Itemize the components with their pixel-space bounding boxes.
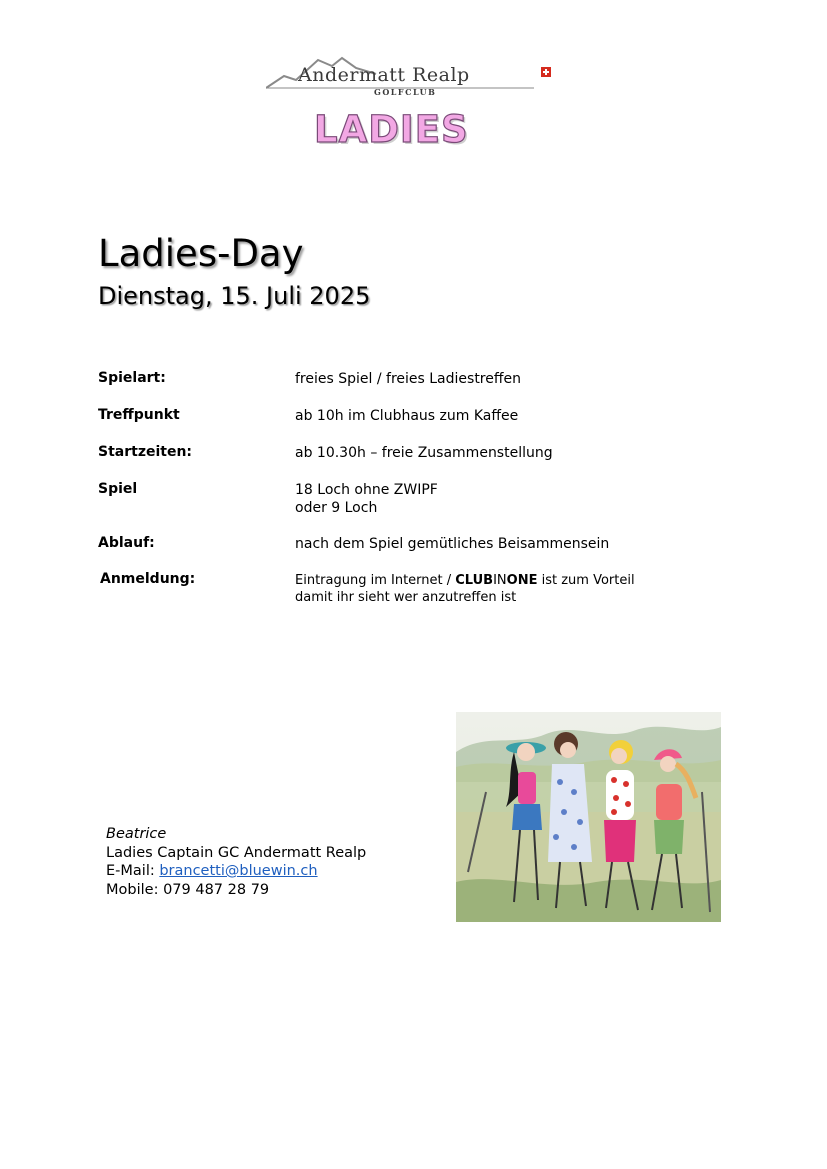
clubinone-club: CLUB (455, 573, 494, 588)
golfer-ladies-illustration (456, 712, 721, 922)
contact-role: Ladies Captain GC Andermatt Realp (106, 844, 367, 861)
email-label: E-Mail: (106, 863, 160, 879)
mobile-number: 079 487 28 79 (163, 881, 270, 898)
club-logo (266, 52, 556, 102)
value-anmeldung-line2: damit ihr sieht wer anzutreffen ist (295, 590, 517, 605)
value-spielart: freies Spiel / freies Ladiestreffen (295, 371, 522, 387)
contact-mobile-row (106, 881, 366, 900)
value-treffpunkt: ab 10h im Clubhaus zum Kaffee (295, 408, 519, 424)
anmeldung-text: Eintragung im Internet / (295, 573, 456, 588)
logo-subtitle: GOLFCLUB (374, 87, 437, 97)
label-treffpunkt: Treffpunkt (98, 407, 180, 423)
ladies-banner: LADIES (314, 108, 469, 151)
contact-block (106, 825, 366, 899)
event-date: Dienstag, 15. Juli 2025 (98, 282, 371, 310)
label-spiel: Spiel (98, 481, 138, 497)
value-startzeiten: ab 10.30h – freie Zusammenstellung (295, 445, 553, 461)
email-link[interactable]: brancetti@bluewin.ch (159, 863, 318, 879)
label-startzeiten: Startzeiten: (98, 444, 193, 460)
label-anmeldung: Anmeldung: (100, 571, 196, 587)
contact-name: Beatrice (106, 826, 167, 842)
contact-email-row (106, 862, 366, 881)
event-title: Ladies-Day (98, 232, 304, 275)
label-ablauf: Ablauf: (98, 535, 155, 551)
value-anmeldung-line1 (295, 572, 635, 589)
anmeldung-text-end: ist zum Vorteil (537, 573, 635, 588)
mobile-label: Mobile: (106, 881, 164, 898)
value-spiel-line1: 18 Loch ohne ZWIPF (295, 482, 438, 498)
clubinone-one: ONE (506, 573, 538, 588)
swiss-flag-icon (541, 67, 551, 77)
logo-name: Andermatt Realp (298, 64, 470, 86)
label-spielart: Spielart: (98, 370, 166, 386)
value-ablauf: nach dem Spiel gemütliches Beisammensein (295, 536, 610, 552)
value-anmeldung (295, 572, 635, 606)
clubinone-in: IN (493, 573, 507, 588)
value-spiel-line2: oder 9 Loch (295, 500, 378, 516)
value-spiel (295, 481, 438, 517)
